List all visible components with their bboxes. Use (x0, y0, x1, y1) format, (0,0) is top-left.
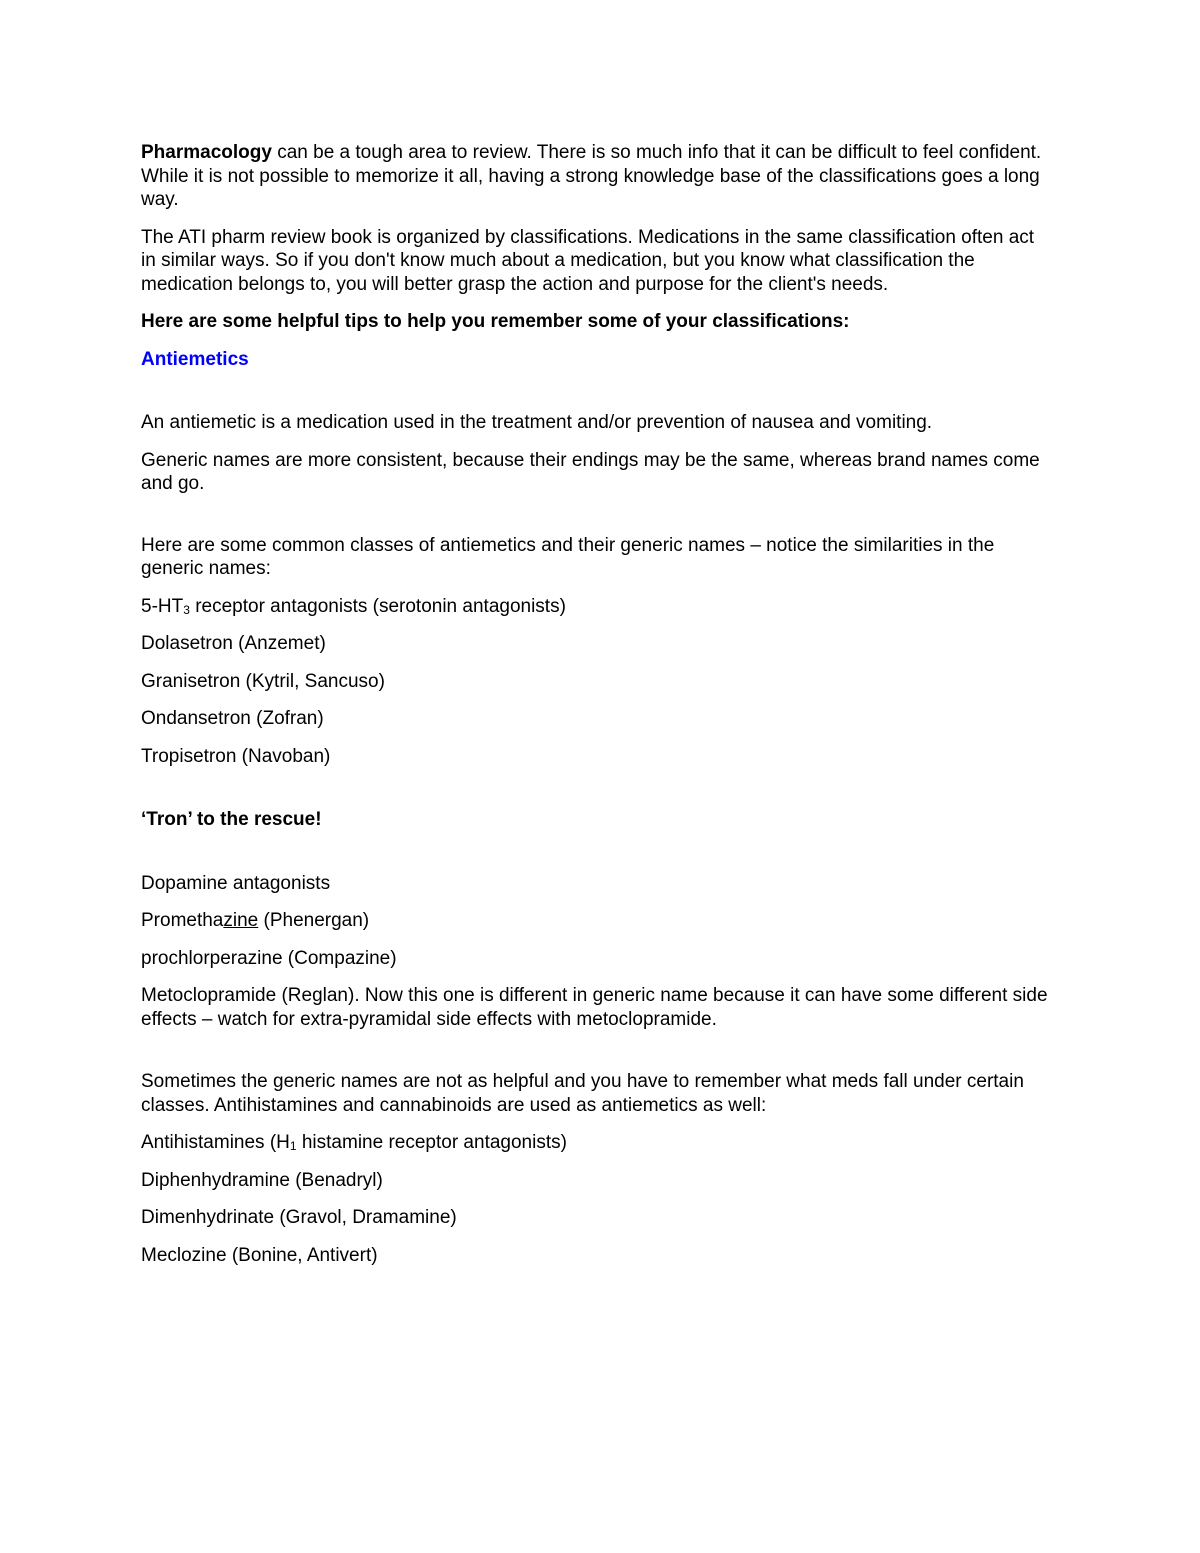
drug-item: Dolasetron (Anzemet) (141, 633, 326, 654)
antiemetic-definition: An antiemetic is a medication used in the treatment and/or prevention of nausea and vomiting. (141, 412, 933, 433)
drug-item: Dimenhydrinate (Gravol, Dramamine) (141, 1207, 457, 1228)
document-page (141, 141, 1051, 1281)
antihistamine-class-suffix: histamine receptor antagonists) (296, 1132, 567, 1153)
drug-item: Meclozine (Bonine, Antivert) (141, 1244, 378, 1266)
drug-item: Granisetron (Kytril, Sancuso) (141, 670, 385, 692)
tips-heading: Here are some helpful tips to help you remember some of your classifications: (141, 311, 850, 332)
drug-item: Tropisetron (Navoban) (141, 745, 331, 767)
drug-item: Diphenhydramine (Benadryl) (141, 1169, 383, 1191)
intro-lead-bold: Pharmacology (141, 142, 272, 163)
dopamine-class-name: Dopamine antagonists (141, 872, 331, 894)
serotonin-class-name (141, 595, 1051, 619)
serotonin-class-suffix: receptor antagonists (serotonin antagonists) (189, 595, 566, 617)
antihistamines-class-name (141, 1131, 1051, 1155)
drug-item-metoclopramide: Metoclopramide (Reglan). Now this one is different in generic name because it can have some different side effects – watch for extra-pyramidal side effects with metoclopramide. (141, 985, 1048, 1030)
intro-paragraph (141, 141, 1051, 212)
antihistamine-class-prefix: Antihistamines (H (141, 1132, 290, 1153)
classes-intro: Here are some common classes of antiemetics and their generic names – notice the similarities in the generic names: (141, 534, 995, 579)
promethazine-prefix: Prometha (141, 910, 224, 931)
serotonin-class-subscript: 3 (183, 602, 190, 617)
ati-book-paragraph: The ATI pharm review book is organized by classifications. Medications in the same classification often act in similar ways. So if you don't know much about a medication, but you know what classification the medication belongs to, you will better grasp the action and purpose for the client's needs. (141, 226, 1035, 295)
intro-lead-rest: can be a tough area to review. There is so much info that it can be difficult to feel confident. While it is not possible to memorize it all, having a strong knowledge base of the classifications goes a long way. (141, 142, 1042, 210)
promethazine-underlined-suffix: zine (223, 910, 259, 931)
generic-names-note: Generic names are more consistent, because their endings may be the same, whereas brand names come and go. (141, 449, 1040, 494)
serotonin-class-prefix: 5-HT (141, 595, 184, 617)
drug-item: Ondansetron (Zofran) (141, 708, 324, 729)
drug-item: prochlorperazine (Compazine) (141, 947, 397, 969)
antihistamine-class-subscript: 1 (289, 1139, 297, 1153)
antihistamines-intro: Sometimes the generic names are not as helpful and you have to remember what meds fall under certain classes. Antihistamines and cannabinoids are used as antiemetics as well: (141, 1071, 1024, 1116)
drug-item-promethazine (141, 909, 1051, 933)
promethazine-brand: (Phenergan) (258, 910, 370, 931)
antiemetics-heading: Antiemetics (141, 348, 249, 370)
tron-tagline: ‘Tron’ to the rescue! (141, 809, 322, 830)
